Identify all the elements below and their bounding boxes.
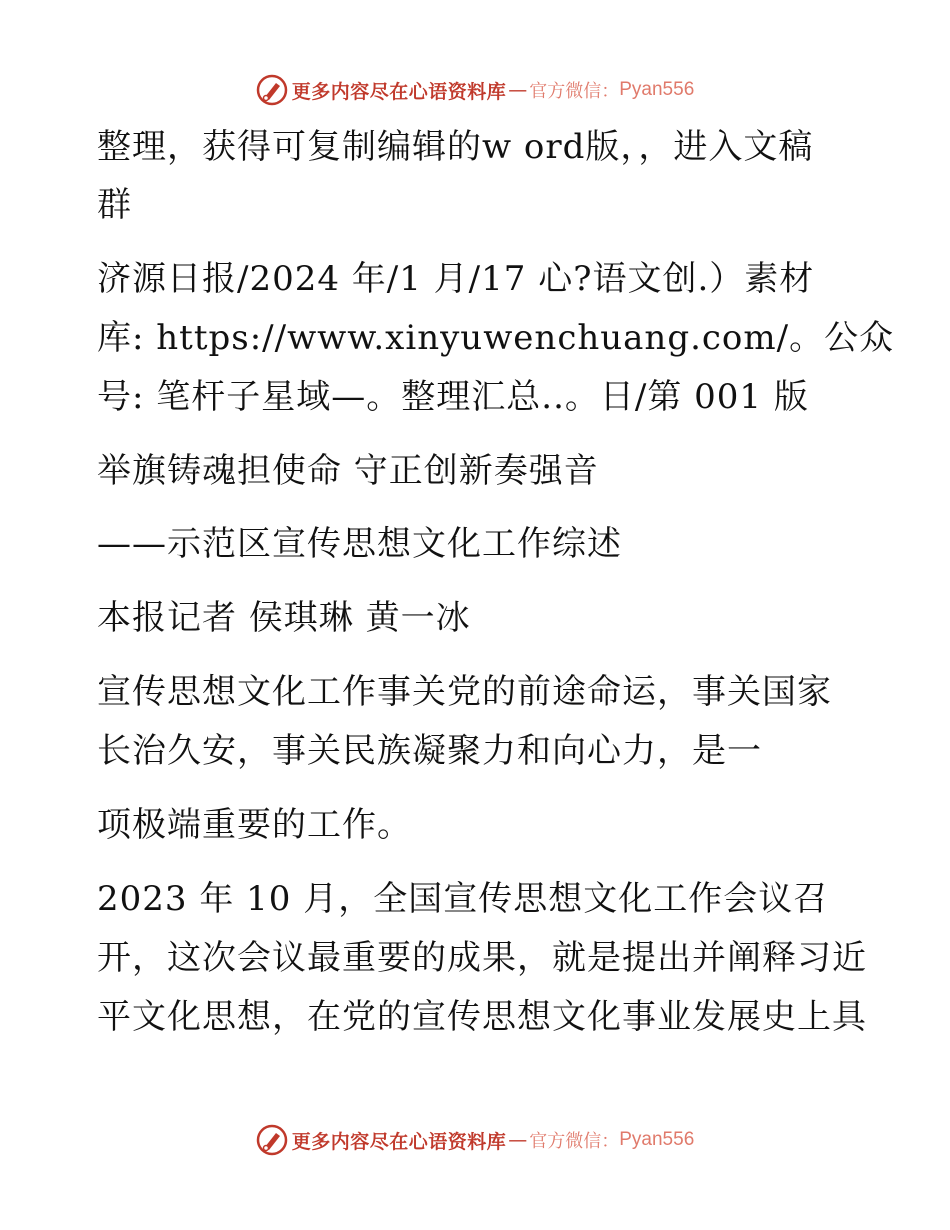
text-line: 项极端重要的工作。: [97, 805, 412, 845]
text-line: 济源日报/2024 年/1 月/17 心?语文创.）素材: [97, 259, 815, 299]
text-line: 库: https://www.xinyuwenchuang.com/。公众: [97, 318, 895, 358]
text-line: 长治久安，事关民族凝聚力和向心力，是一: [97, 731, 762, 771]
watermark-site-text: 更多内容尽在心语资料库: [291, 1130, 507, 1153]
watermark-dash: —: [508, 1129, 528, 1151]
watermark-wechat-label: 官方微信：: [529, 1131, 620, 1152]
watermark-wechat-id: Pyan556: [619, 1129, 695, 1150]
byline: 本报记者 侯琪琳 黄一冰: [97, 598, 471, 638]
text-line: 开，这次会议最重要的成果，就是提出并阐释习近: [97, 938, 867, 978]
pen-seal-icon: [256, 1124, 288, 1156]
text-line: 宣传思想文化工作事关党的前途命运，事关国家: [97, 672, 832, 712]
text-line: 整理，获得可复制编辑的w ord版，，进入文稿: [97, 127, 814, 167]
text-line: 群: [97, 185, 132, 225]
text-line: 平文化思想，在党的宣传思想文化事业发展史上具: [97, 997, 867, 1037]
watermark-wechat-id: Pyan556: [619, 79, 695, 100]
article-title: 举旗铸魂担使命 守正创新奏强音: [97, 451, 599, 491]
watermark-wechat-label: 官方微信：: [529, 81, 620, 102]
footer-watermark: [0, 1120, 950, 1160]
text-line: 2023 年 10 月，全国宣传思想文化工作会议召: [97, 879, 829, 919]
header-watermark: [0, 70, 950, 110]
article-subtitle: ——示范区宣传思想文化工作综述: [97, 524, 622, 564]
text-line: 号: 笔杆子星域—。整理汇总..。日/第 001 版: [97, 377, 809, 417]
watermark-site-text: 更多内容尽在心语资料库: [291, 80, 507, 103]
watermark-dash: —: [508, 79, 528, 101]
pen-seal-icon: [256, 74, 288, 106]
